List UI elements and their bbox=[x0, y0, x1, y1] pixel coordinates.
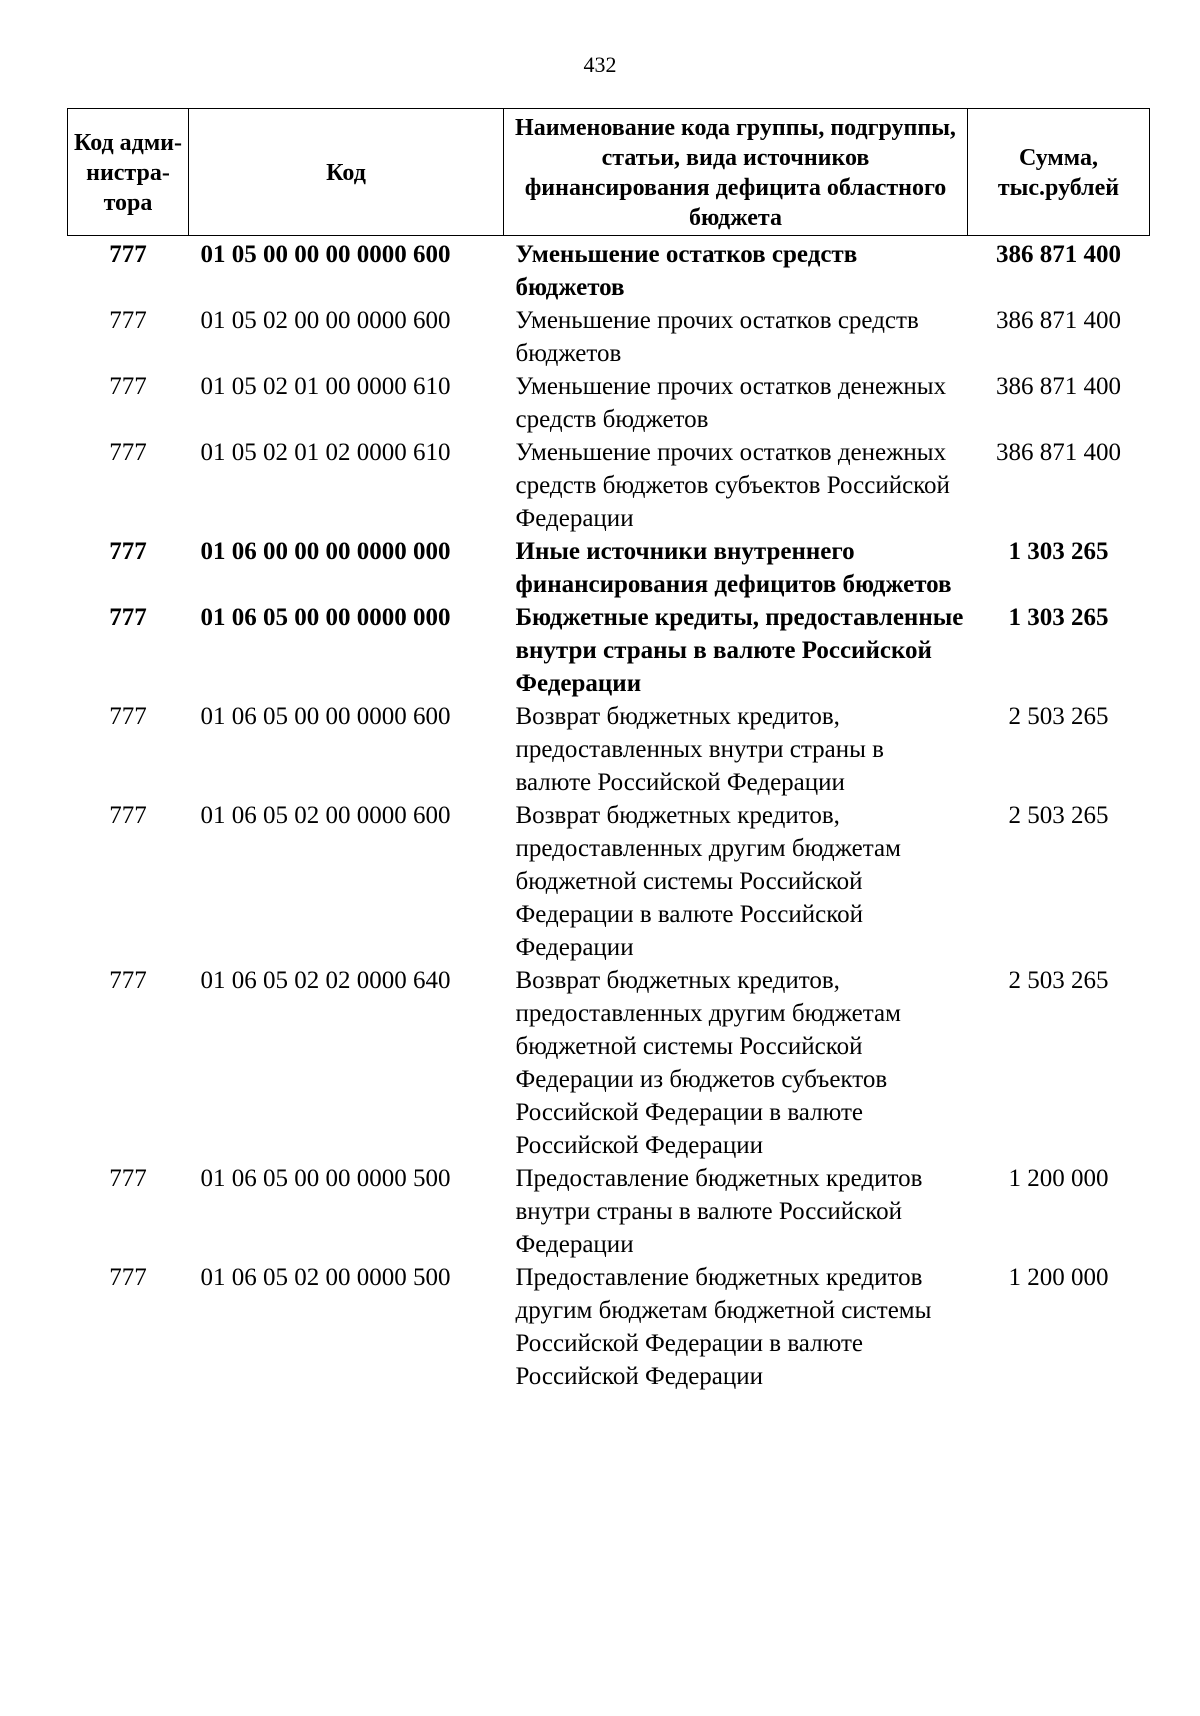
name-cell: Уменьшение прочих остатков денежных средств бюджетов bbox=[515, 373, 947, 433]
table-row bbox=[68, 799, 1150, 964]
code-cell: 01 06 05 00 00 0000 500 bbox=[200, 1165, 451, 1192]
name-cell: Бюджетные кредиты, предоставленные внутри страны в валюте Российской Федерации bbox=[515, 604, 964, 697]
code-cell: 01 06 05 02 00 0000 500 bbox=[200, 1264, 451, 1291]
amount-cell: 1 303 265 bbox=[1008, 604, 1109, 631]
code-cell: 01 06 05 00 00 0000 000 bbox=[200, 604, 451, 631]
admin-code-cell: 777 bbox=[109, 1165, 147, 1192]
table-row bbox=[68, 700, 1150, 799]
table-body bbox=[68, 236, 1150, 1394]
code-cell: 01 06 00 00 00 0000 000 bbox=[200, 538, 451, 565]
page-number: 432 bbox=[583, 52, 617, 77]
budget-sources-table bbox=[67, 108, 1150, 1393]
admin-code-cell: 777 bbox=[109, 802, 147, 829]
name-cell: Уменьшение остатков средств бюджетов bbox=[515, 241, 858, 301]
amount-cell: 386 871 400 bbox=[996, 241, 1121, 268]
table-row bbox=[68, 436, 1150, 535]
admin-code-cell: 777 bbox=[109, 538, 147, 565]
code-cell: 01 05 02 00 00 0000 600 bbox=[200, 307, 451, 334]
code-cell: 01 05 02 01 02 0000 610 bbox=[200, 439, 451, 466]
amount-cell: 2 503 265 bbox=[1008, 967, 1109, 994]
name-cell: Возврат бюджетных кредитов, предоставленных другим бюджетам бюджетной системы Российской Федерации из бюджетов субъектов Российской Федерации в валюте Российской Федерации bbox=[515, 967, 901, 1159]
amount-cell: 1 200 000 bbox=[1008, 1264, 1109, 1291]
table-row bbox=[68, 370, 1150, 436]
admin-code-cell: 777 bbox=[109, 1264, 147, 1291]
table-row bbox=[68, 1162, 1150, 1261]
name-cell: Уменьшение прочих остатков средств бюджетов bbox=[515, 307, 919, 367]
table-row bbox=[68, 236, 1150, 305]
admin-code-cell: 777 bbox=[109, 241, 147, 268]
admin-code-cell: 777 bbox=[109, 307, 147, 334]
amount-cell: 386 871 400 bbox=[996, 373, 1121, 400]
table-row bbox=[68, 304, 1150, 370]
admin-code-cell: 777 bbox=[109, 373, 147, 400]
admin-code-cell: 777 bbox=[109, 604, 147, 631]
table-row bbox=[68, 964, 1150, 1162]
code-cell: 01 05 00 00 00 0000 600 bbox=[200, 241, 451, 268]
name-cell: Иные источники внутреннего финансирования дефицитов бюджетов bbox=[515, 538, 952, 598]
name-cell: Уменьшение прочих остатков денежных средств бюджетов субъектов Российской Федерации bbox=[515, 439, 950, 532]
table-header-row bbox=[68, 109, 1150, 236]
table-row bbox=[68, 1261, 1150, 1393]
header-admin-code: Код адми-нистра-тора bbox=[68, 109, 189, 236]
name-cell: Предоставление бюджетных кредитов внутри страны в валюте Российской Федерации bbox=[515, 1165, 923, 1258]
admin-code-cell: 777 bbox=[109, 703, 147, 730]
admin-code-cell: 777 bbox=[109, 439, 147, 466]
admin-code-cell: 777 bbox=[109, 967, 147, 994]
amount-cell: 2 503 265 bbox=[1008, 802, 1109, 829]
amount-cell: 386 871 400 bbox=[996, 439, 1121, 466]
code-cell: 01 05 02 01 00 0000 610 bbox=[200, 373, 451, 400]
header-code: Код bbox=[189, 109, 504, 236]
amount-cell: 386 871 400 bbox=[996, 307, 1121, 334]
header-amount: Сумма, тыс.рублей bbox=[968, 109, 1150, 236]
name-cell: Предоставление бюджетных кредитов другим бюджетам бюджетной системы Российской Федерации в валюте Российской Федерации bbox=[515, 1264, 932, 1390]
header-name: Наименование кода группы, подгруппы, статьи, вида источников финансирования дефицита областного бюджета bbox=[504, 109, 968, 236]
table-row bbox=[68, 601, 1150, 700]
name-cell: Возврат бюджетных кредитов, предоставленных другим бюджетам бюджетной системы Российской Федерации в валюте Российской Федерации bbox=[515, 802, 901, 961]
table-row bbox=[68, 535, 1150, 601]
code-cell: 01 06 05 00 00 0000 600 bbox=[200, 703, 451, 730]
code-cell: 01 06 05 02 00 0000 600 bbox=[200, 802, 451, 829]
code-cell: 01 06 05 02 02 0000 640 bbox=[200, 967, 451, 994]
amount-cell: 1 200 000 bbox=[1008, 1165, 1109, 1192]
amount-cell: 2 503 265 bbox=[1008, 703, 1109, 730]
name-cell: Возврат бюджетных кредитов, предоставленных внутри страны в валюте Российской Федерации bbox=[515, 703, 884, 796]
amount-cell: 1 303 265 bbox=[1008, 538, 1109, 565]
